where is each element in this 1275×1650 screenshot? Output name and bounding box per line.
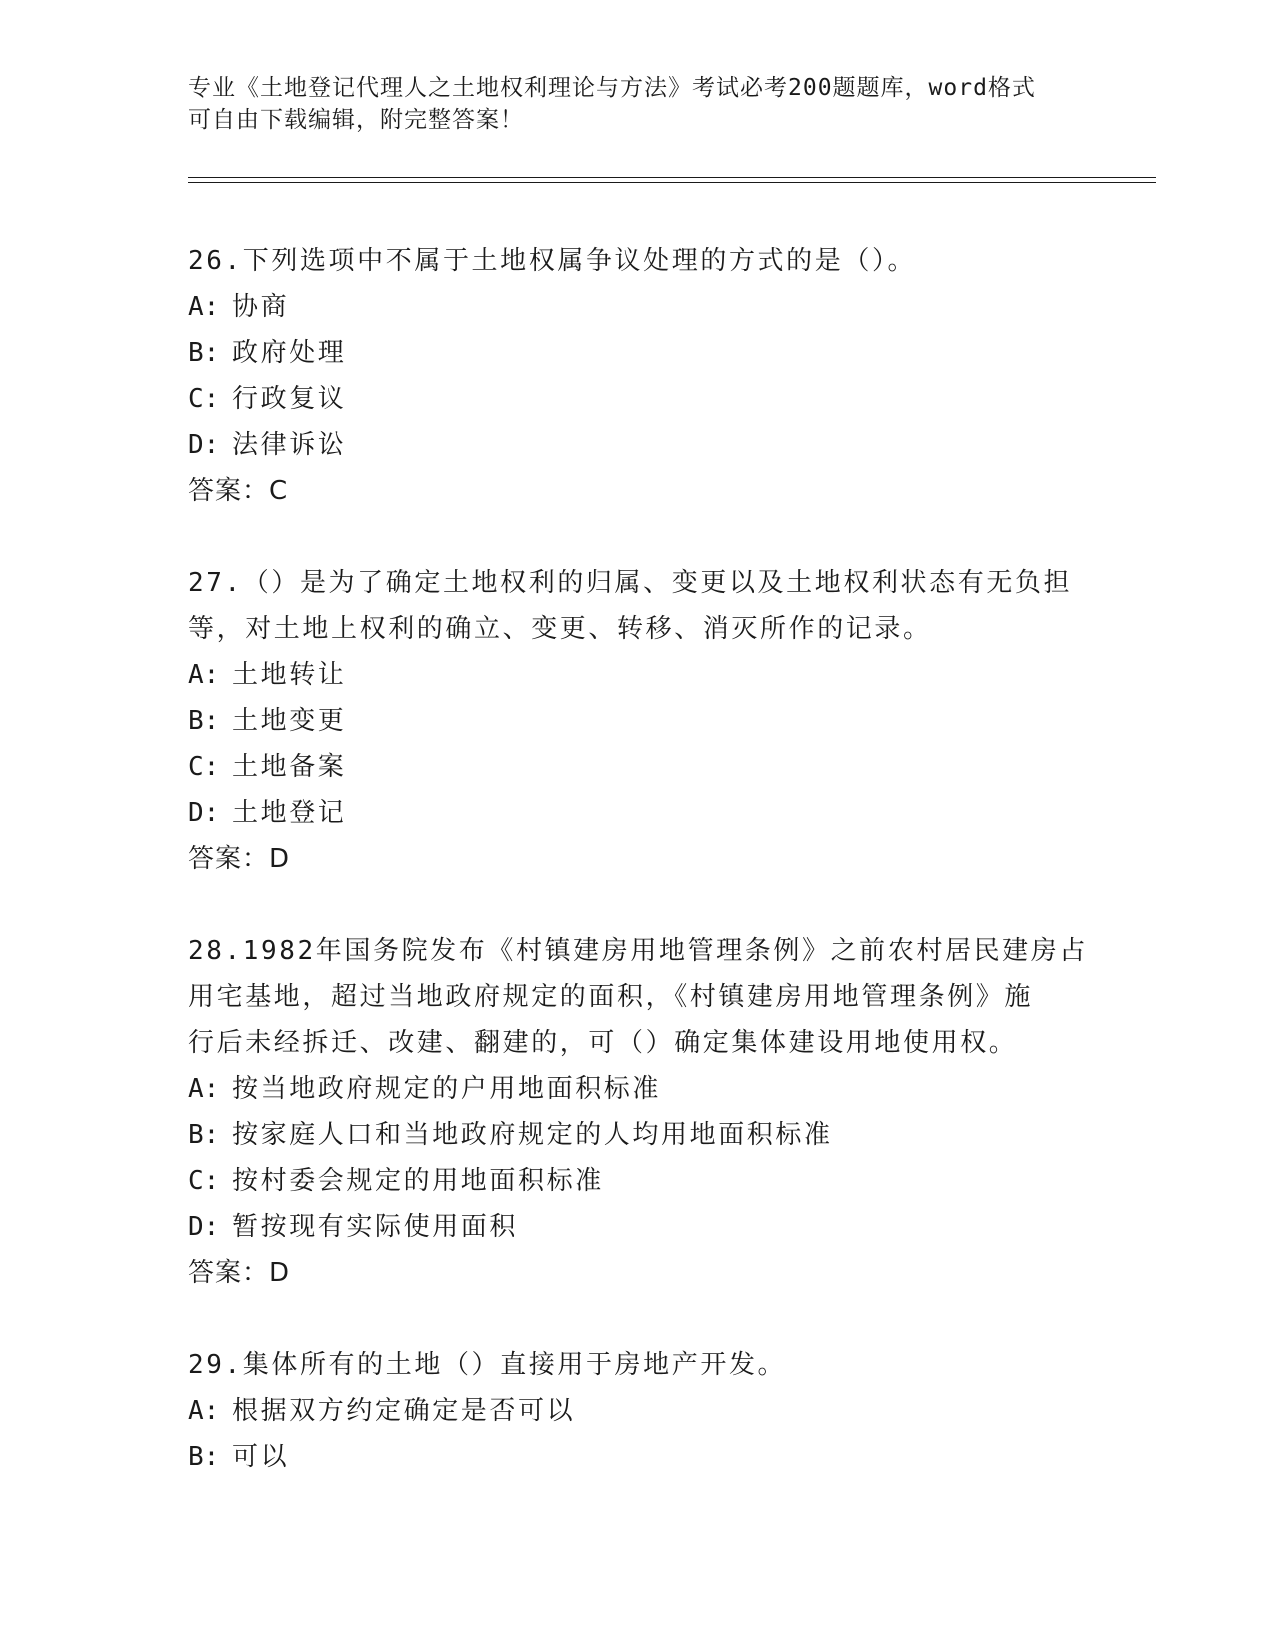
option-key: D: bbox=[188, 798, 220, 828]
question-stem-line: 29.集体所有的土地（）直接用于房地产开发。 bbox=[188, 1350, 787, 1380]
header-line-2: 可自由下载编辑，附完整答案！ bbox=[188, 107, 524, 133]
option-key: B: bbox=[188, 1120, 220, 1150]
option-text: 协商 bbox=[232, 292, 290, 322]
answer-line: 答案：D bbox=[188, 844, 291, 874]
answer-option bbox=[188, 284, 1088, 330]
answer-line: 答案：D bbox=[188, 1258, 291, 1288]
question-stem-line: 26.下列选项中不属于土地权属争议处理的方式的是（）。 bbox=[188, 246, 917, 276]
answer-option bbox=[188, 1158, 1088, 1204]
document-header bbox=[188, 72, 1088, 136]
question-item bbox=[188, 1342, 1088, 1480]
option-text: 行政复议 bbox=[232, 384, 347, 414]
question-item bbox=[188, 238, 1088, 560]
option-key: C: bbox=[188, 752, 220, 782]
answer-option bbox=[188, 790, 1088, 836]
question-stem-line: 行后未经拆迁、改建、翻建的，可（）确定集体建设用地使用权。 bbox=[188, 1028, 1018, 1058]
question-spacer bbox=[188, 514, 1088, 560]
option-key: D: bbox=[188, 1212, 220, 1242]
answer-option bbox=[188, 698, 1088, 744]
option-text: 土地备案 bbox=[232, 752, 347, 782]
answer-option bbox=[188, 1112, 1088, 1158]
answer-option bbox=[188, 744, 1088, 790]
answer-option bbox=[188, 376, 1088, 422]
option-text: 土地登记 bbox=[232, 798, 347, 828]
option-text: 土地转让 bbox=[232, 660, 347, 690]
question-list bbox=[188, 238, 1088, 1480]
option-key: A: bbox=[188, 1074, 220, 1104]
option-key: C: bbox=[188, 1166, 220, 1196]
option-key: B: bbox=[188, 706, 220, 736]
header-divider-bottom bbox=[188, 182, 1156, 183]
option-key: A: bbox=[188, 1396, 220, 1426]
answer-option bbox=[188, 1388, 1088, 1434]
question-item bbox=[188, 560, 1088, 928]
option-text: 可以 bbox=[232, 1442, 290, 1472]
option-text: 按当地政府规定的户用地面积标准 bbox=[232, 1074, 662, 1104]
question-stem-line: 等，对土地上权利的确立、变更、转移、消灭所作的记录。 bbox=[188, 614, 932, 644]
option-text: 根据双方约定确定是否可以 bbox=[232, 1396, 576, 1426]
option-text: 法律诉讼 bbox=[232, 430, 347, 460]
answer-option bbox=[188, 422, 1088, 468]
option-text: 按村委会规定的用地面积标准 bbox=[232, 1166, 604, 1196]
question-stem-line: 用宅基地，超过当地政府规定的面积，《村镇建房用地管理条例》施 bbox=[188, 982, 1034, 1012]
option-text: 按家庭人口和当地政府规定的人均用地面积标准 bbox=[232, 1120, 833, 1150]
question-spacer bbox=[188, 882, 1088, 928]
question-stem-line: 27.（）是为了确定土地权利的归属、变更以及土地权利状态有无负担 bbox=[188, 568, 1073, 598]
answer-line: 答案：C bbox=[188, 476, 289, 506]
header-divider-top bbox=[188, 177, 1156, 178]
option-key: C: bbox=[188, 384, 220, 414]
option-text: 土地变更 bbox=[232, 706, 347, 736]
option-key: D: bbox=[188, 430, 220, 460]
option-key: A: bbox=[188, 660, 220, 690]
answer-option bbox=[188, 1066, 1088, 1112]
answer-option bbox=[188, 1434, 1088, 1480]
option-text: 政府处理 bbox=[232, 338, 347, 368]
header-line-1: 专业《土地登记代理人之土地权利理论与方法》考试必考200题题库，word格式 bbox=[188, 75, 1036, 101]
question-stem-line: 28.1982年国务院发布《村镇建房用地管理条例》之前农村居民建房占 bbox=[188, 936, 1088, 966]
answer-option bbox=[188, 330, 1088, 376]
option-text: 暂按现有实际使用面积 bbox=[232, 1212, 519, 1242]
answer-option bbox=[188, 1204, 1088, 1250]
option-key: B: bbox=[188, 338, 220, 368]
question-spacer bbox=[188, 1296, 1088, 1342]
option-key: B: bbox=[188, 1442, 220, 1472]
question-item bbox=[188, 928, 1088, 1342]
option-key: A: bbox=[188, 292, 220, 322]
answer-option bbox=[188, 652, 1088, 698]
